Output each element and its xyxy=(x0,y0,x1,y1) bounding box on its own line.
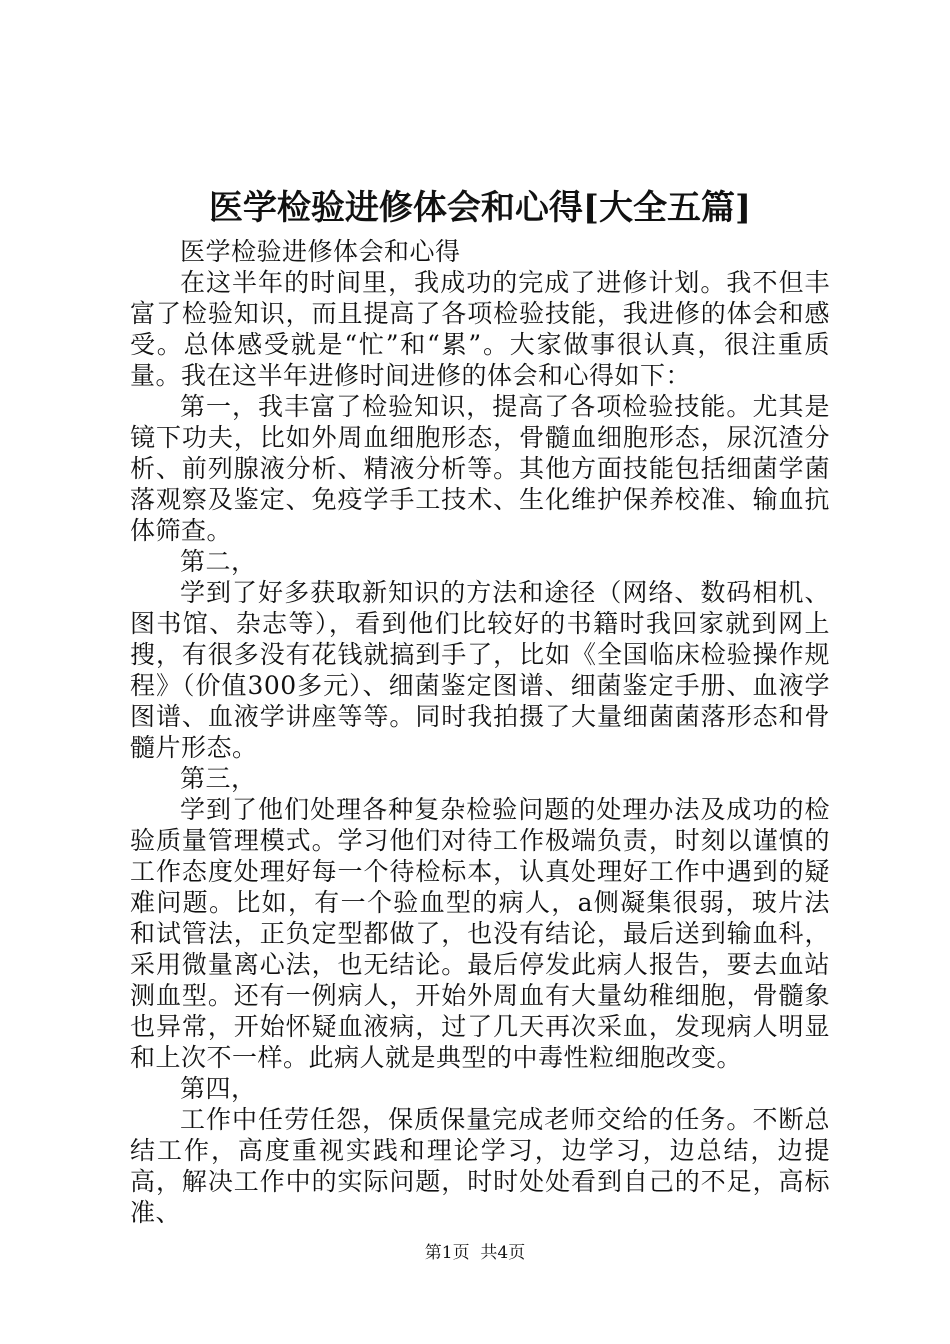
paragraph-subtitle: 医学检验进修体会和心得 xyxy=(180,237,461,266)
page-total: 共4页 xyxy=(480,1243,526,1263)
page-number: 第1页 xyxy=(424,1243,470,1263)
heading-fourth: 第四， xyxy=(180,1074,257,1103)
document-body xyxy=(130,236,830,1228)
page-footer xyxy=(0,1242,950,1264)
paragraph-second: 学到了好多获取新知识的方法和途径（网络、数码相机、图书馆、杂志等），看到他们比较好的书籍时我回家就到网上搜，有很多没有花钱就搞到手了，比如《全国临床检验操作规程》（价值300多元）、细菌鉴定图谱、细菌鉴定手册、血液学图谱、血液学讲座等等。同时我拍摄了大量细菌菌落形态和骨髓片形态。 xyxy=(130,578,830,762)
paragraph-first: 第一，我丰富了检验知识，提高了各项检验技能。尤其是镜下功夫，比如外周血细胞形态，骨髓血细胞形态，尿沉渣分析、前列腺液分析、精液分析等。其他方面技能包括细菌学菌落观察及鉴定、免疫学手工技术、生化维护保养校准、输血抗体筛查。 xyxy=(130,392,830,545)
document-title: 医学检验进修体会和心得[大全五篇] xyxy=(208,188,752,228)
heading-second: 第二， xyxy=(180,547,257,576)
paragraph-fourth: 工作中任劳任怨，保质保量完成老师交给的任务。不断总结工作，高度重视实践和理论学习，边学习，边总结，边提高，解决工作中的实际问题，时时处处看到自己的不足，高标准、 xyxy=(130,1105,830,1227)
paragraph-intro: 在这半年的时间里，我成功的完成了进修计划。我不但丰富了检验知识，而且提高了各项检验技能，我进修的体会和感受。总体感受就是“忙”和“累”。大家做事很认真，很注重质量。我在这半年进修时间进修的体会和心得如下： xyxy=(130,268,830,390)
paragraph-third: 学到了他们处理各种复杂检验问题的处理办法及成功的检验质量管理模式。学习他们对待工作极端负责，时刻以谨慎的工作态度处理好每一个待检标本，认真处理好工作中遇到的疑难问题。比如，有一个验血型的病人，a侧凝集很弱，玻片法和试管法，正负定型都做了，也没有结论，最后送到输血科，采用微量离心法，也无结论。最后停发此病人报告，要去血站测血型。还有一例病人，开始外周血有大量幼稚细胞，骨髓象也异常，开始怀疑血液病，过了几天再次采血，发现病人明显和上次不一样。此病人就是典型的中毒性粒细胞改变。 xyxy=(130,795,830,1072)
heading-third: 第三， xyxy=(180,764,257,793)
